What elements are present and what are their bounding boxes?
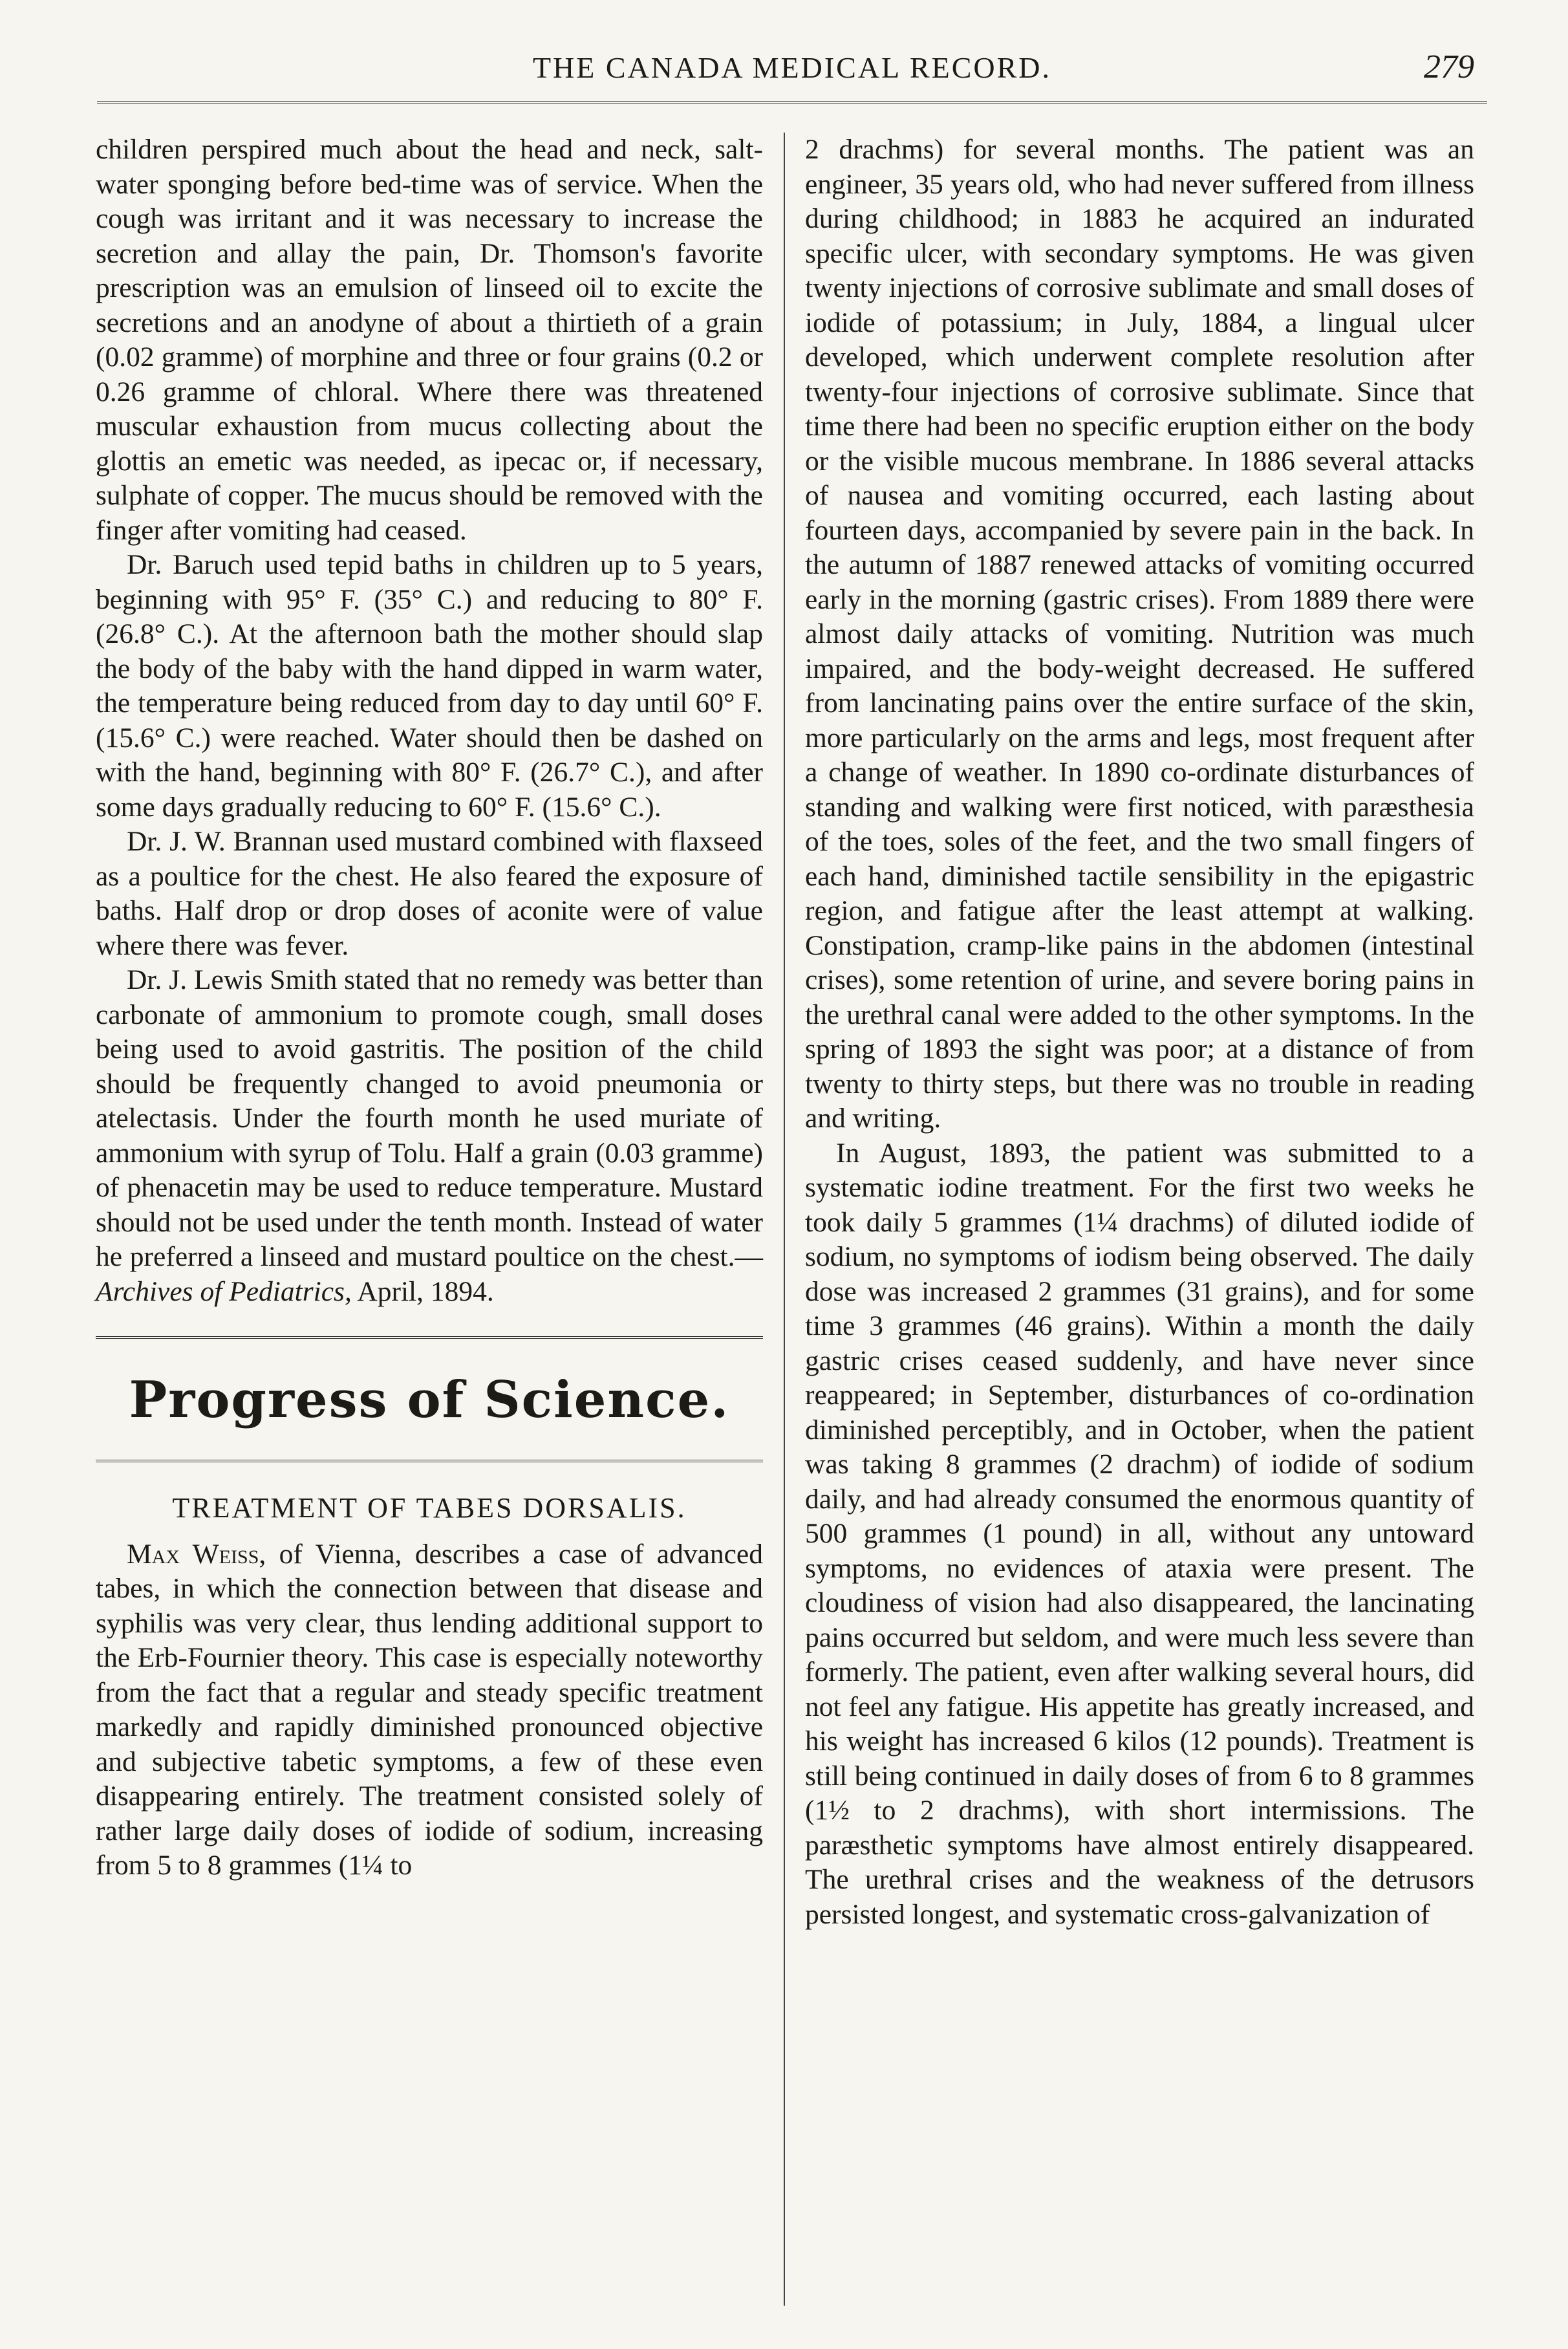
running-title: THE CANADA MEDICAL RECORD. bbox=[532, 51, 1052, 84]
paragraph-case-history: 2 drachms) for several months. The patient was an engineer, 35 years old, who had never suffered from illness during childhood; in 1883 he acquired an indurated specific ulcer, with secondary symptoms. He was given twenty injections of corrosive sublimate and small doses of iodide of potassium; in July, 1884, a lingual ulcer developed, which underwent complete resolution after twenty-four injections of corrosive sublimate. Since that time there had been no specific eruption either on the body or the visible mucous membrane. In 1886 several attacks of nausea and vomiting occurred, each lasting about fourteen days, accompanied by severe pain in the back. In the autumn of 1887 renewed attacks of vomiting occurred early in the morning (gastric crises). From 1889 there were almost daily attacks of vomiting. Nutrition was much impaired, and the body-weight decreased. He suffered from lancinating pains over the entire surface of the skin, more particularly on the arms and legs, most frequent after a change of weather. In 1890 co-ordinate disturbances of standing and walking were first noticed, with paræsthesia of the toes, soles of the feet, and the two small fingers of each hand, diminished tactile sensibility in the epigastric region, and fatigue after the least attempt at walking. Constipation, cramp-like pains in the abdomen (intestinal crises), some retention of urine, and severe boring pains in the urethral canal were added to the other symptoms. In the spring of 1893 the sight was poor; at a distance of from twenty to thirty steps, but there was no trouble in reading and writing. bbox=[805, 134, 1474, 1134]
section-rule-bottom bbox=[96, 1460, 763, 1462]
paragraph-treatment: In August, 1893, the patient was submitted to a systematic iodine treatment. For the first two weeks he took daily 5 grammes (1¼ drachms) of diluted iodide of sodium, no symptoms of iodism being observed. The daily dose was increased 2 grammes (31 grains), and for some time 3 grammes (46 grains). Within a month the daily gastric crises ceased suddenly, and have never since reappeared; in September, disturbances of co-ordination diminished perceptibly, and in October, when the patient was taking 8 grammes (2 drachm) of iodide of sodium daily, and had already consumed the enormous quantity of 500 grammes (1 pound) in all, without any untoward symptoms, no evidences of ataxia were present. The cloudiness of vision had also disappeared, the lancinating pains occurred but seldom, and were much less severe than formerly. The patient, even after walking several hours, did not feel any fatigue. His appetite has greatly increased, and his weight has increased 6 kilos (12 pounds). Treatment is still being continued in daily doses of from 6 to 8 grammes (1½ to 2 drachms), with short intermissions. The paræsthetic symptoms have almost entirely disappeared. The urethral crises and the weakness of the detrusors persisted longest, and systematic cross-galvanization of bbox=[805, 1137, 1474, 1930]
section-heading: Progress of Science. bbox=[129, 1370, 730, 1429]
paragraph-thomson: children perspired much about the head and neck, salt-water sponging before bed-time was of service. When the cough was irritant and it was necessary to increase the secretion and allay the pain, Dr. Thomson's favorite prescription was an emulsion of linseed oil to excite the secretions and an anodyne of about a thirtieth of a grain (0.02 gramme) of morphine and three or four grains (0.2 or 0.26 gramme of chloral. Where there was threatened muscular exhaustion from mucus collecting about the glottis an emetic was needed, as ipecac or, if necessary, sulphate of copper. The mucus should be removed with the finger after vomiting had ceased. bbox=[96, 134, 763, 546]
paragraph-smith-text: Dr. J. Lewis Smith stated that no remedy was better than carbonate of ammonium to promote cough, small doses being used to avoid gastritis. The position of the child should be frequently changed to avoid pneumonia or atelectasis. Under the fourth month he used muriate of ammonium with syrup of Tolu. Half a grain (0.03 gramme) of phenacetin may be used to reduce temperature. Mustard should not be used under the tenth month. Instead of water he preferred a linseed and mustard poultice on the chest.— bbox=[96, 964, 763, 1272]
right-column bbox=[805, 133, 1474, 1932]
paragraph-brannan: Dr. J. W. Brannan used mustard combined with flaxseed as a poultice for the chest. He also feared the exposure of baths. Half drop or drop doses of aconite were of value where there was fever. bbox=[96, 826, 763, 961]
section-rule-top bbox=[96, 1336, 763, 1339]
column-divider bbox=[784, 133, 785, 2306]
article-author: Max Weiss bbox=[127, 1538, 259, 1570]
left-column bbox=[96, 133, 763, 1883]
paragraph-baruch: Dr. Baruch used tepid baths in children up to 5 years, beginning with 95° F. (35° C.) and reducing to 80° F. (26.8° C.). At the afternoon bath the mother should slap the body of the baby with the hand dipped in warm water, the temperature being reduced from day to day until 60° F. (15.6° C.) were reached. Water should then be dashed on with the hand, beginning with 80° F. (26.7° C.), and after some days gradually reducing to 60° F. (15.6° C.). bbox=[96, 549, 763, 823]
citation-journal: Archives of Pediatrics, bbox=[96, 1275, 352, 1307]
citation-date: April, 1894. bbox=[351, 1275, 494, 1307]
running-header bbox=[97, 50, 1487, 96]
page-number: 279 bbox=[1424, 49, 1474, 85]
article-title: TREATMENT OF TABES DORSALIS. bbox=[172, 1492, 687, 1524]
paragraph-smith bbox=[96, 963, 763, 1309]
article-paragraph-text: , of Vienna, describes a case of advanced tabes, in which the connection between that disease and syphilis was very clear, thus lending additional support to the Erb-Fournier theory. This case is especially noteworthy from the fact that a regular and steady specific treatment markedly and rapidly diminished pronounced objective and subjective tabetic symptoms, a few of these even disappearing entirely. The treatment consisted solely of rather large daily doses of iodide of sodium, increasing from 5 to 8 grammes (1¼ to bbox=[96, 1538, 763, 1881]
article-paragraph bbox=[96, 1537, 763, 1883]
header-rule bbox=[97, 101, 1487, 103]
